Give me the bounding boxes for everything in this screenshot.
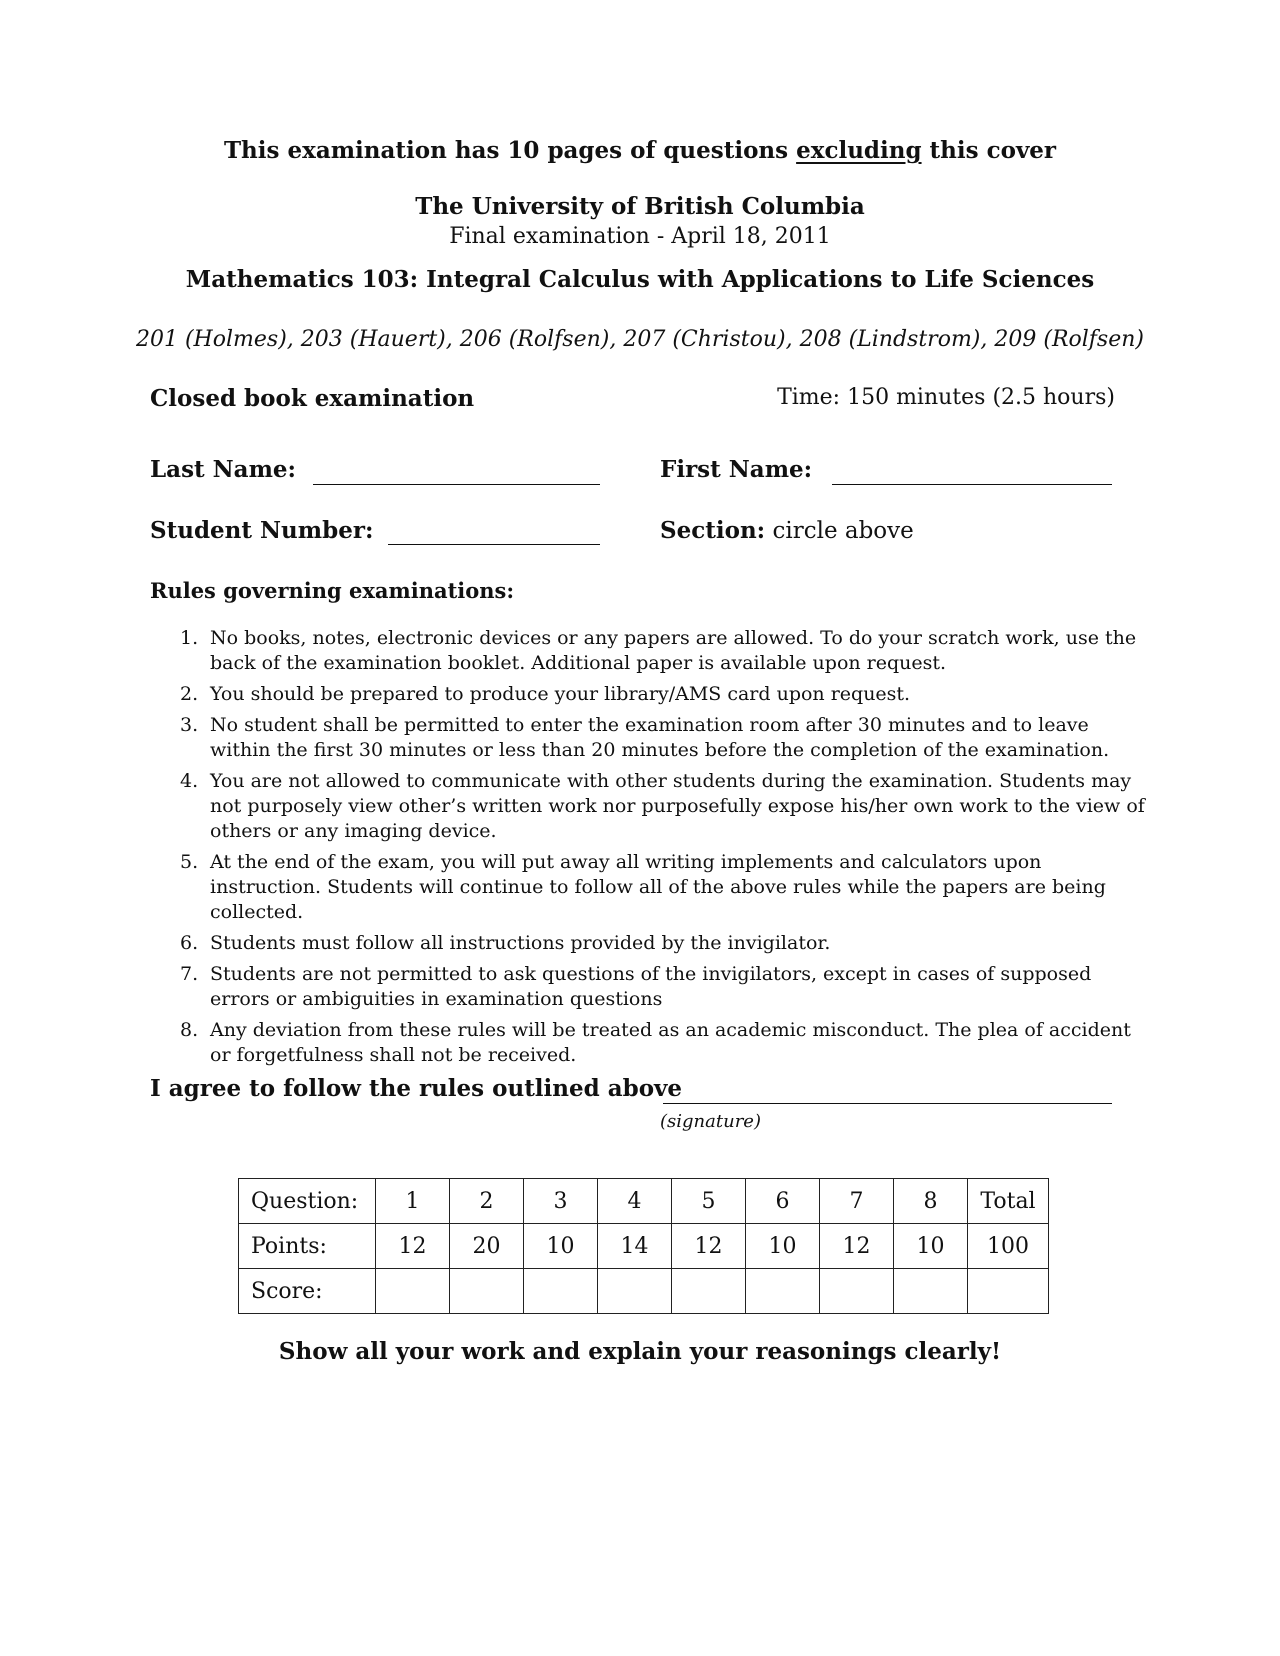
first-name-label: First Name: bbox=[660, 456, 813, 483]
rule-number: 2. bbox=[180, 683, 199, 705]
cover-note-emphasis: excluding bbox=[796, 137, 922, 164]
score-cell[interactable] bbox=[820, 1269, 894, 1314]
rule-number: 1. bbox=[180, 627, 199, 649]
score-total-cell[interactable] bbox=[968, 1269, 1049, 1314]
signature-label: (signature) bbox=[660, 1111, 761, 1132]
rule-item bbox=[150, 850, 1150, 925]
section-list: 201 (Holmes), 203 (Hauert), 206 (Rolfsen), 207 (Christou), 208 (Lindstrom), 209 (Rolfsen) bbox=[135, 327, 1144, 352]
points-row-header: Points: bbox=[239, 1224, 376, 1269]
rule-text: At the end of the exam, you will put away all writing implements and calculators upon instruction. Students will continue to follow all of the above rules while the papers are being collected. bbox=[210, 851, 1106, 923]
rule-text: Students must follow all instructions provided by the invigilator. bbox=[210, 932, 831, 954]
rules-list bbox=[150, 626, 1150, 1074]
score-cell[interactable] bbox=[524, 1269, 598, 1314]
cover-note bbox=[0, 137, 1280, 164]
score-cell[interactable] bbox=[376, 1269, 450, 1314]
rule-number: 4. bbox=[180, 770, 199, 792]
first-name-line[interactable] bbox=[832, 484, 1112, 485]
last-name-label: Last Name: bbox=[150, 456, 297, 483]
points-cell: 12 bbox=[820, 1224, 894, 1269]
section-label: Section: bbox=[660, 517, 766, 544]
student-number-label: Student Number: bbox=[150, 517, 374, 544]
time-limit: Time: 150 minutes (2.5 hours) bbox=[777, 385, 1115, 410]
rule-item bbox=[150, 931, 1150, 956]
rule-number: 3. bbox=[180, 714, 199, 736]
question-number: 1 bbox=[376, 1179, 450, 1224]
score-cell[interactable] bbox=[450, 1269, 524, 1314]
score-cell[interactable] bbox=[894, 1269, 968, 1314]
question-number: 8 bbox=[894, 1179, 968, 1224]
rule-item bbox=[150, 962, 1150, 1012]
points-cell: 20 bbox=[450, 1224, 524, 1269]
points-total: 100 bbox=[968, 1224, 1049, 1269]
rule-number: 5. bbox=[180, 851, 199, 873]
rule-item bbox=[150, 713, 1150, 763]
score-row bbox=[239, 1269, 1049, 1314]
points-row bbox=[239, 1224, 1049, 1269]
points-cell: 10 bbox=[524, 1224, 598, 1269]
course-title: Mathematics 103: Integral Calculus with Applications to Life Sciences bbox=[185, 266, 1095, 293]
signature-line[interactable] bbox=[663, 1103, 1112, 1104]
exam-date: Final examination - April 18, 2011 bbox=[449, 224, 831, 249]
rules-title: Rules governing examinations: bbox=[150, 578, 515, 603]
rule-item bbox=[150, 769, 1150, 844]
score-cell[interactable] bbox=[672, 1269, 746, 1314]
points-cell: 10 bbox=[894, 1224, 968, 1269]
question-number: 3 bbox=[524, 1179, 598, 1224]
rule-item bbox=[150, 682, 1150, 707]
rule-text: You should be prepared to produce your library/AMS card upon request. bbox=[210, 683, 911, 705]
rule-text: No books, notes, electronic devices or any papers are allowed. To do your scratch work, use the back of the examination booklet. Additional paper is available upon request. bbox=[210, 627, 1137, 674]
student-number-line[interactable] bbox=[388, 544, 600, 545]
rule-item bbox=[150, 626, 1150, 676]
points-cell: 10 bbox=[746, 1224, 820, 1269]
rule-text: You are not allowed to communicate with other students during the examination. Students may not purposely view other’s written work nor purposefully expose his/her own work to the view of others or any imaging device. bbox=[210, 770, 1145, 842]
rule-number: 6. bbox=[180, 932, 199, 954]
question-number: 2 bbox=[450, 1179, 524, 1224]
points-cell: 12 bbox=[672, 1224, 746, 1269]
university-title: The University of British Columbia bbox=[415, 193, 865, 220]
question-total-header: Total bbox=[968, 1179, 1049, 1224]
closed-book-label: Closed book examination bbox=[150, 385, 475, 412]
score-table bbox=[238, 1178, 1049, 1314]
section-field bbox=[660, 517, 914, 544]
question-row-header: Question: bbox=[239, 1179, 376, 1224]
rule-text: Students are not permitted to ask questions of the invigilators, except in cases of supposed errors or ambiguities in examination questions bbox=[210, 963, 1092, 1010]
rule-item bbox=[150, 1018, 1150, 1068]
points-cell: 14 bbox=[598, 1224, 672, 1269]
points-cell: 12 bbox=[376, 1224, 450, 1269]
score-cell[interactable] bbox=[598, 1269, 672, 1314]
last-name-line[interactable] bbox=[313, 484, 600, 485]
question-number: 7 bbox=[820, 1179, 894, 1224]
cover-note-suffix: this cover bbox=[921, 137, 1057, 164]
section-value: circle above bbox=[772, 518, 914, 544]
rule-number: 8. bbox=[180, 1019, 199, 1041]
score-cell[interactable] bbox=[746, 1269, 820, 1314]
question-number: 5 bbox=[672, 1179, 746, 1224]
cover-note-prefix: This examination has 10 pages of questions bbox=[223, 137, 797, 164]
agreement-statement: I agree to follow the rules outlined above bbox=[150, 1075, 683, 1102]
score-row-header: Score: bbox=[239, 1269, 376, 1314]
rule-text: Any deviation from these rules will be treated as an academic misconduct. The plea of accident or forgetfulness shall not be received. bbox=[210, 1019, 1131, 1066]
question-row bbox=[239, 1179, 1049, 1224]
question-number: 6 bbox=[746, 1179, 820, 1224]
closing-instruction: Show all your work and explain your reasonings clearly! bbox=[278, 1338, 1002, 1365]
rule-number: 7. bbox=[180, 963, 199, 985]
question-number: 4 bbox=[598, 1179, 672, 1224]
rule-text: No student shall be permitted to enter the examination room after 30 minutes and to leave within the first 30 minutes or less than 20 minutes before the completion of the examination. bbox=[210, 714, 1110, 761]
